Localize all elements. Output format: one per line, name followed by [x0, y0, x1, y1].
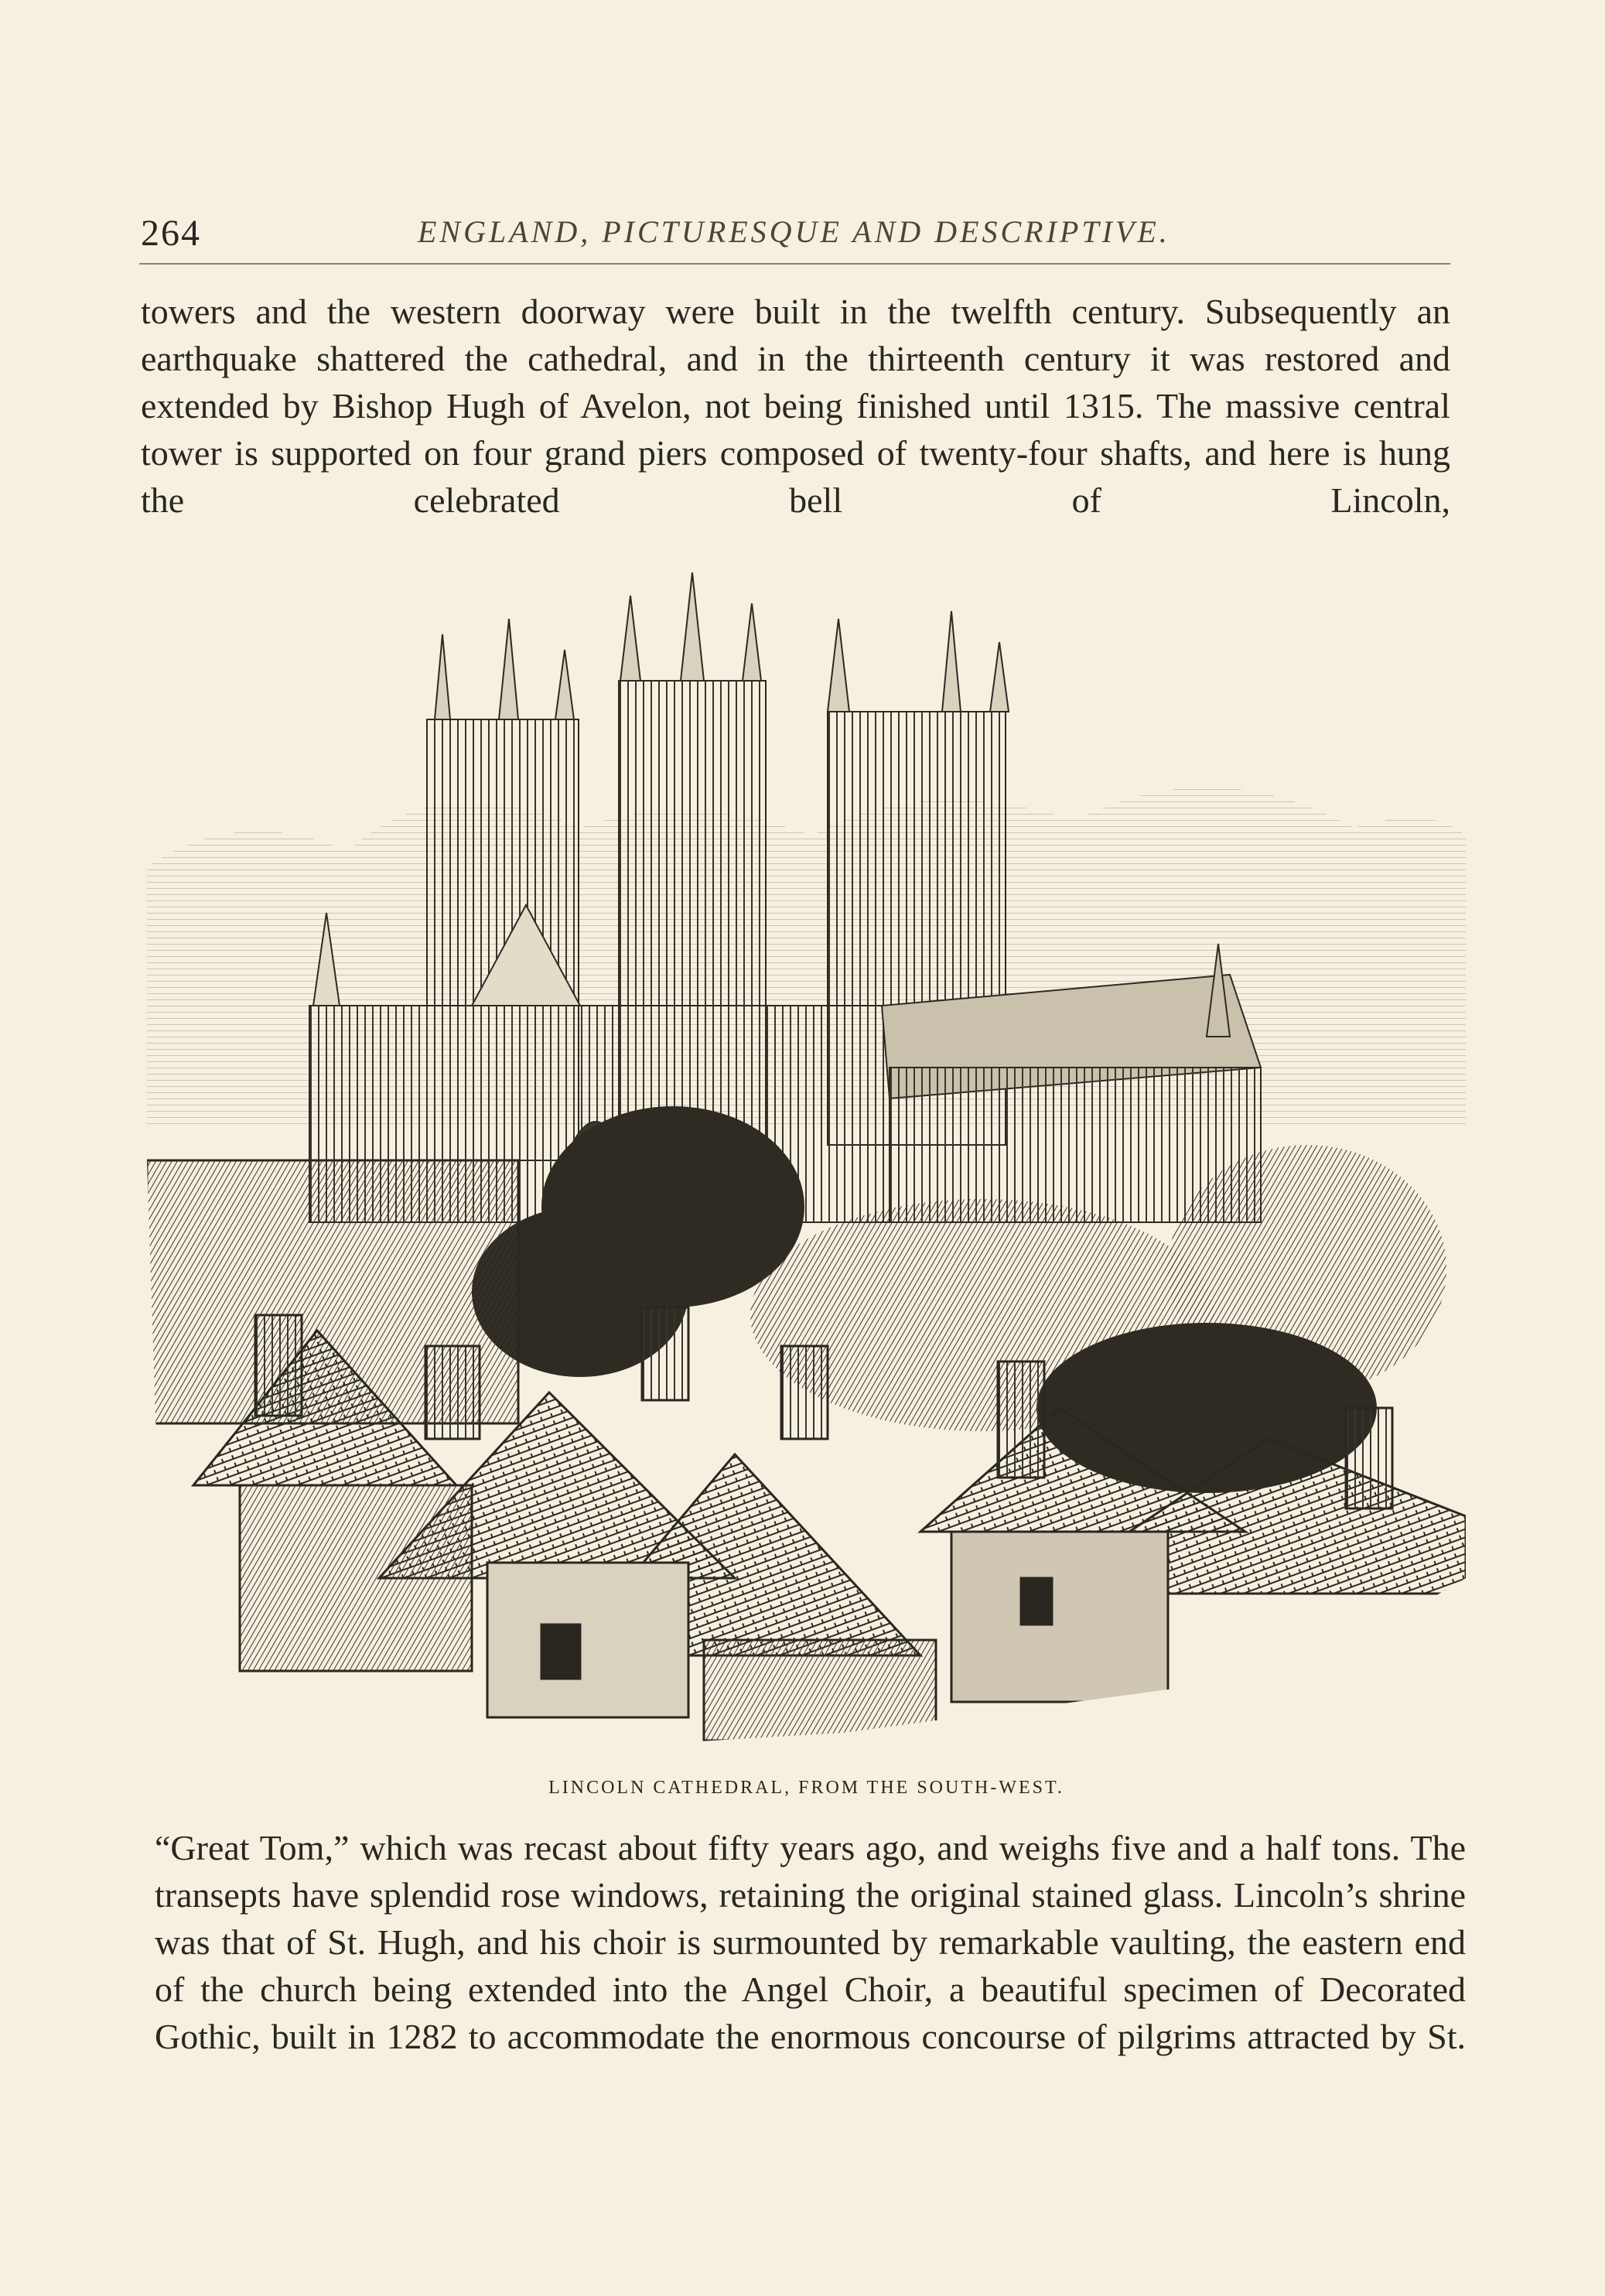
running-head [139, 203, 1454, 257]
body-paragraph-bottom: “Great Tom,” which was recast about fifty years ago, and weighs five and a half tons. The transepts have splendid rose windows, retaining the original stained glass. Lincoln’s shrine was that of St. Hugh, and his choir is surmounted by remarkable vaulting, the eastern end of the church being extended into the Angel Choir, a beautiful specimen of Decorated Gothic, built in 1282 to accommodate the enormous concourse of pilgrims attracted by St. [155, 1828, 1466, 2056]
illustration-caption: LINCOLN CATHEDRAL, FROM THE SOUTH-WEST. [548, 1778, 1064, 1798]
body-paragraph-top: towers and the western doorway were built in the twelfth century. Subsequently an earthquake shattered the cathedral, and in the thirteenth century it was restored and extended by Bishop Hugh of Avelon, not being finished until 1315. The massive central tower is supported on four grand piers composed of twenty-four shafts, and here is hung the celebrated bell of Lincoln, [141, 292, 1450, 520]
page-number: 264 [141, 213, 201, 254]
cathedral-engraving [147, 572, 1466, 1760]
running-title: ENGLAND, PICTURESQUE AND DESCRIPTIVE. [418, 214, 1170, 249]
header-rule [139, 263, 1450, 265]
